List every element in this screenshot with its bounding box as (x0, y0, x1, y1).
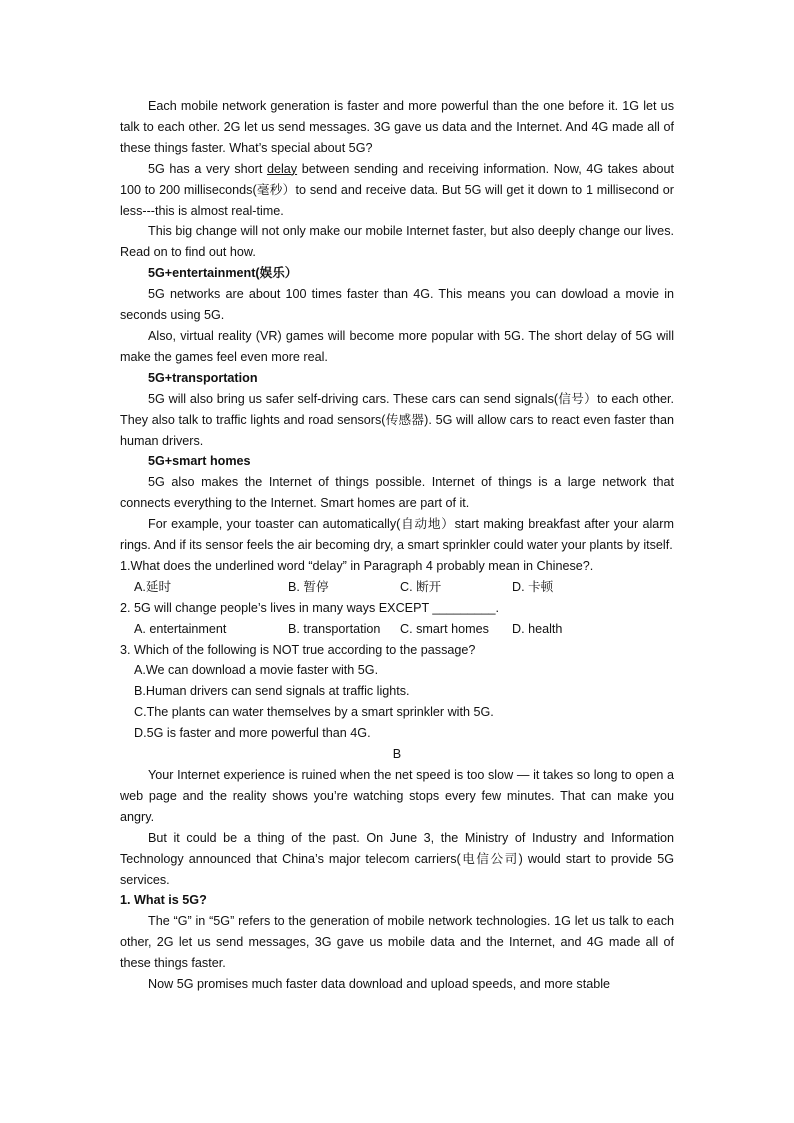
passage-a-paragraph-7: 5G also makes the Internet of things possible. Internet of things is a large network that connects everything to the Internet. Smart homes are part of it. (120, 475, 674, 511)
paragraph-2-text-before: 5G has a very short (148, 161, 267, 176)
passage-a-paragraph-5: Also, virtual reality (VR) games will become more popular with 5G. The short delay of 5G will make the games feel even more real. (120, 328, 674, 364)
passage-b-paragraph-3: The “G” in “5G” refers to the generation of mobile network technologies. 1G let us talk to each other, 2G let us send messages, 3G gave us mobile data and the Internet, and 4G made all of these things faster. (120, 914, 674, 971)
question-2-option-a: A. entertainment (134, 621, 227, 636)
question-1-options (120, 577, 674, 598)
question-2-option-c: C. smart homes (400, 621, 489, 636)
passage-a-paragraph-1: Each mobile network generation is faster and more powerful than the one before it. 1G let us talk to each other. 2G let us send messages. 3G gave us data and the Internet. And 4G made all of these things faster. What’s special about 5G? (120, 99, 674, 155)
passage-a-paragraph-3: This big change will not only make our mobile Internet faster, but also deeply change our lives. Read on to find out how. (120, 224, 674, 260)
question-2-options (120, 619, 674, 640)
question-1-option-a: A.延时 (134, 579, 172, 594)
passage-b-paragraph-4: Now 5G promises much faster data download and upload speeds, and more stable (148, 977, 611, 992)
question-1-option-d: D. 卡顿 (512, 579, 554, 594)
passage-b-paragraph-2: But it could be a thing of the past. On June 3, the Ministry of Industry and Information Technology announced that China’s major telecom carriers(电信公司) would start to provide 5G services. (120, 830, 674, 887)
question-2-option-b: B. transportation (288, 621, 381, 636)
question-2: 2. 5G will change people’s lives in many ways EXCEPT _________. (120, 600, 499, 615)
paragraph-2-text-after: between sending and receiving information. Now, 4G takes about 100 to 200 milliseconds(毫秒）to send and receive data. But 5G will get it down to 1 millisecond or less---this is almost real-time. (120, 161, 674, 218)
passage-b-label: B (392, 747, 402, 762)
heading-transportation: 5G+transportation (148, 370, 258, 385)
question-3: 3. Which of the following is NOT true according to the passage? (120, 642, 476, 657)
section-heading-what-is-5g: 1. What is 5G? (120, 893, 207, 908)
question-1-option-c: C. 断开 (400, 579, 442, 594)
underlined-word-delay: delay (266, 161, 298, 176)
passage-a-paragraph-2 (120, 159, 674, 222)
question-1: 1.What does the underlined word “delay” in Paragraph 4 probably mean in Chinese?. (120, 558, 594, 573)
question-3-option-c: C.The plants can water themselves by a smart sprinkler with 5G. (134, 705, 494, 720)
passage-b-paragraph-1: Your Internet experience is ruined when the net speed is too slow — it takes so long to open a web page and the reality shows you’re watching stops every few minutes. That can make you angry. (120, 768, 674, 824)
heading-entertainment: 5G+entertainment(娱乐） (148, 266, 298, 281)
passage-a-paragraph-4: 5G networks are about 100 times faster than 4G. This means you can dowload a movie in seconds using 5G. (120, 287, 674, 323)
question-1-option-b: B. 暂停 (288, 579, 329, 594)
heading-smart-homes: 5G+smart homes (148, 454, 251, 469)
question-2-option-d: D. health (512, 621, 563, 636)
question-3-option-d: D.5G is faster and more powerful than 4G. (134, 726, 371, 741)
question-3-option-a: A.We can download a movie faster with 5G. (134, 663, 379, 678)
document-page (120, 96, 674, 995)
passage-a-paragraph-8: For example, your toaster can automatically(自动地）start making breakfast after your alarm rings. And if its sensor feels the air becoming dry, a smart sprinkler could water your plants by itself. (120, 517, 674, 553)
passage-a-paragraph-6: 5G will also bring us safer self-driving cars. These cars can send signals(信号）to each other. They also talk to traffic lights and road sensors(传感器). 5G will allow cars to react even faster than human drivers. (120, 391, 674, 448)
question-3-option-b: B.Human drivers can send signals at traffic lights. (134, 684, 410, 699)
